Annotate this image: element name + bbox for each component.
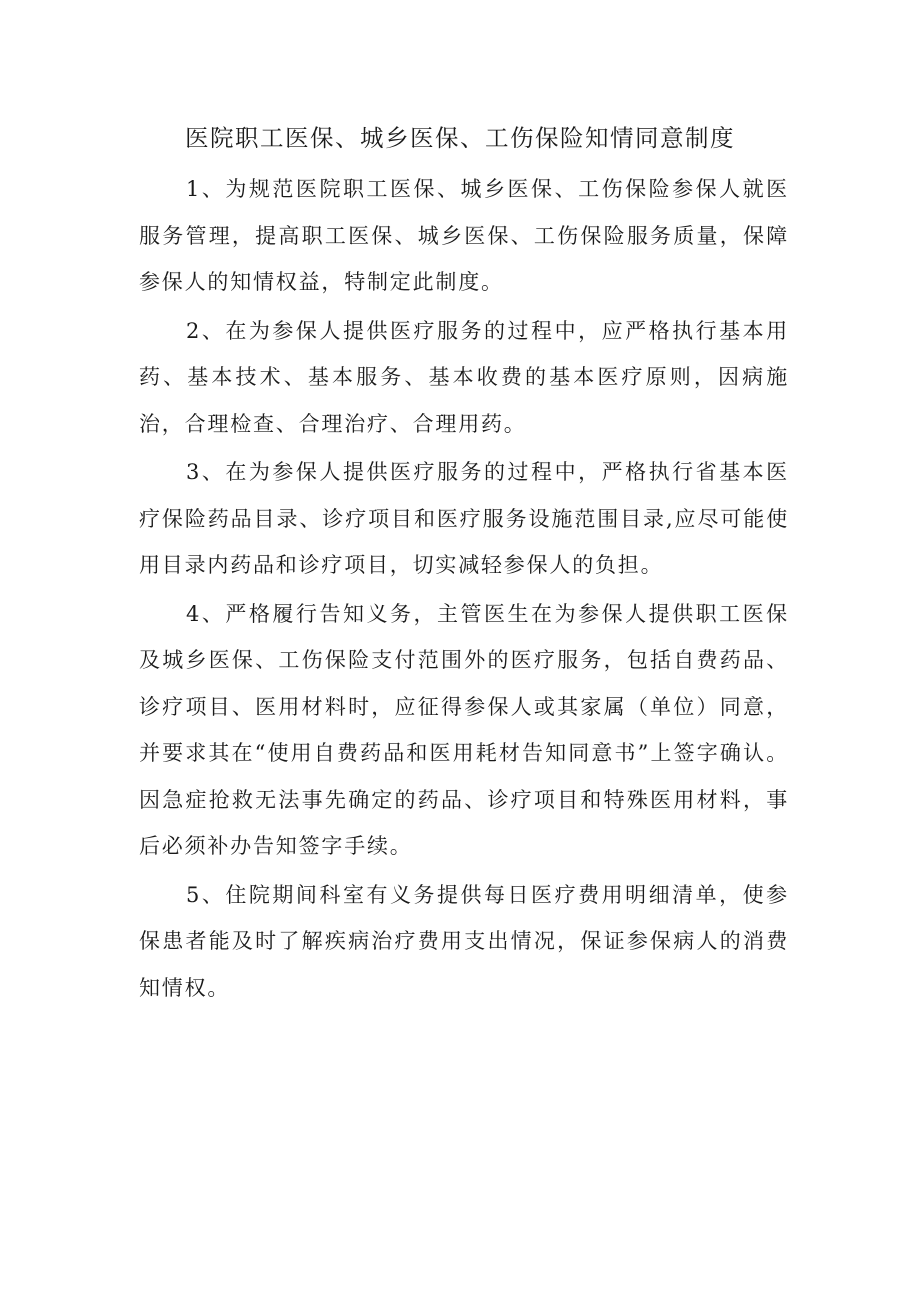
paragraph-5: 5、住院期间科室有义务提供每日医疗费用明细清单，使参保患者能及时了解疾病治疗费用支出情况，保证参保病人的消费知情权。	[139, 882, 789, 1000]
paragraph-4: 4、严格履行告知义务，主管医生在为参保人提供职工医保及城乡医保、工伤保险支付范围外的医疗服务，包括自费药品、诊疗项目、医用材料时，应征得参保人或其家属（单位）同意，并要求其在“使用自费药品和医用耗材告知同意书”上签字确认。因急症抢救无法事先确定的药品、诊疗项目和特殊医用材料，事后必须补办告知签字手续。	[139, 601, 789, 858]
paragraph-1: 1、为规范医院职工医保、城乡医保、工伤保险参保人就医服务管理，提高职工医保、城乡医保、工伤保险服务质量，保障参保人的知情权益，特制定此制度。	[139, 177, 789, 294]
document-title: 医院职工医保、城乡医保、工伤保险知情同意制度	[185, 124, 735, 152]
paragraph-2: 2、在为参保人提供医疗服务的过程中，应严格执行基本用药、基本技术、基本服务、基本收费的基本医疗原则，因病施治，合理检查、合理治疗、合理用药。	[139, 318, 789, 436]
document-body	[139, 166, 789, 1013]
paragraph-3: 3、在为参保人提供医疗服务的过程中，严格执行省基本医疗保险药品目录、诊疗项目和医疗服务设施范围目录,应尽可能使用目录内药品和诊疗项目，切实减轻参保人的负担。	[139, 460, 789, 577]
